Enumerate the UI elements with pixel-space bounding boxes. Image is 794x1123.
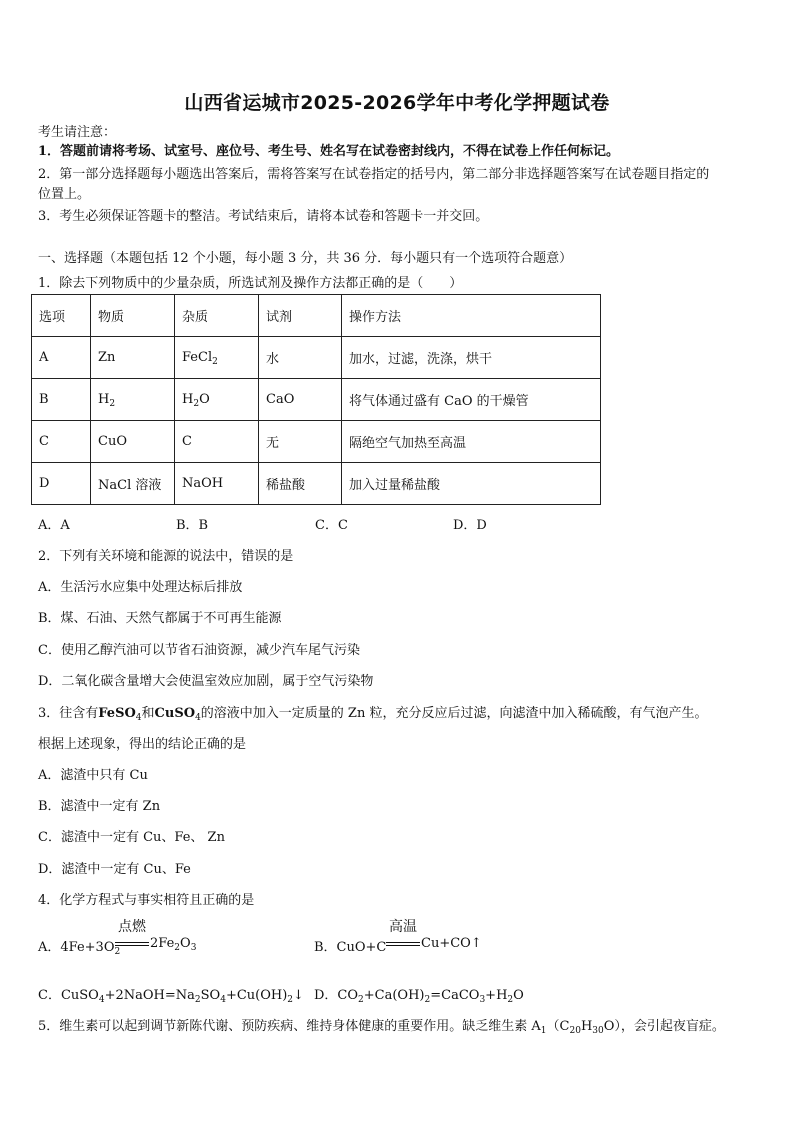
table-cell: 将气体通过盛有 CaO 的干燥管	[342, 379, 601, 421]
q3-option-c: C．滤渣中一定有 Cu、Fe、 Zn	[38, 830, 225, 845]
table-header-cell: 选项	[32, 295, 91, 337]
q1-table	[31, 294, 601, 505]
table-header-cell: 杂质	[175, 295, 259, 337]
table-cell: NaOH	[175, 463, 259, 505]
table-cell: 稀盐酸	[259, 463, 342, 505]
equation-sign-line	[115, 942, 149, 946]
q3-option-a: A．滤渣中只有 Cu	[38, 768, 148, 783]
q5-stem: 5．维生素可以起到调节新陈代谢、预防疾病、维持身体健康的重要作用。缺乏维生素 $A_1(C_{20}H_{30}O)$，会引起夜盲症。	[38, 1019, 725, 1036]
table-cell: C	[175, 421, 259, 463]
table-header-row	[32, 295, 601, 337]
page-title: 山西省运城市2025-2026学年中考化学押题试卷	[184, 92, 610, 114]
q1-option-b: B．B	[176, 518, 209, 533]
q4-option-b-right: Cu+CO↑	[421, 936, 482, 951]
table-cell: 水	[259, 337, 342, 379]
q1-option-c: C．C	[315, 518, 348, 533]
q4-option-b-condition: 高温	[389, 919, 417, 935]
q3-option-d: D．滤渣中一定有 Cu、Fe	[38, 862, 191, 877]
q4-option-a-right: $2Fe_2O_3$	[150, 936, 197, 953]
notice-heading: 考生请注意：	[38, 125, 117, 140]
table-cell: 加入过量稀盐酸	[342, 463, 601, 505]
notice-item-2: 2．第一部分选择题每小题选出答案后，需将答案写在试卷指定的括号内，第二部分非选择题答案写在试卷题目指定的	[38, 167, 710, 182]
q1-stem: 1．除去下列物质中的少量杂质，所选试剂及操作方法都正确的是（ ）	[38, 276, 463, 291]
table-cell: CuO	[91, 421, 175, 463]
equation-sign-line	[386, 942, 420, 946]
q2-option-c: C．使用乙醇汽油可以节省石油资源，减少汽车尾气污染	[38, 643, 360, 658]
q4-option-c: C．$CuSO_4+2NaOH=Na_2SO_4+Cu(OH)_2↓$	[38, 988, 304, 1005]
table-header-cell: 物质	[91, 295, 175, 337]
q4-option-d: D．$CO_2+Ca(OH)_2=CaCO_3+H_2O$	[314, 988, 524, 1005]
q4-option-a-left: A．$4Fe+3O_2$	[38, 940, 121, 957]
q1-option-d: D．D	[453, 518, 487, 533]
table-header-cell: 试剂	[259, 295, 342, 337]
q2-stem: 2．下列有关环境和能源的说法中，错误的是	[38, 549, 294, 564]
q2-option-a: A．生活污水应集中处理达标后排放	[38, 580, 243, 595]
q3-stem-cont: 根据上述现象，得出的结论正确的是	[38, 737, 247, 752]
table-cell: NaCl 溶液	[91, 463, 175, 505]
table-row	[32, 379, 601, 421]
notice-item-1: 1．答题前请将考场、试室号、座位号、考生号、姓名写在试卷密封线内，不得在试卷上作任何标记。	[38, 144, 620, 159]
table-cell: A	[32, 337, 91, 379]
table-cell: FeCl$_2$	[175, 337, 259, 379]
section-heading: 一、选择题（本题包括 12 个小题，每小题 3 分，共 36 分．每小题只有一个选项符合题意）	[38, 251, 573, 266]
q4-option-a-condition: 点燃	[118, 919, 146, 935]
table-cell: $H_2$	[91, 379, 175, 421]
table-row	[32, 463, 601, 505]
table-cell: $H_2O$	[175, 379, 259, 421]
table-cell: 加水，过滤，洗涤，烘干	[342, 337, 601, 379]
table-cell: Zn	[91, 337, 175, 379]
q4-option-b-left: B．CuO+C	[314, 940, 387, 955]
table-cell: C	[32, 421, 91, 463]
q1-option-a: A．A	[38, 518, 70, 533]
table-cell: B	[32, 379, 91, 421]
q2-option-b: B．煤、石油、天然气都属于不可再生能源	[38, 611, 282, 626]
table-cell: 隔绝空气加热至高温	[342, 421, 601, 463]
table-header-cell: 操作方法	[342, 295, 601, 337]
q4-stem: 4．化学方程式与事实相符且正确的是	[38, 893, 255, 908]
table-cell: D	[32, 463, 91, 505]
notice-item-2-cont: 位置上。	[38, 187, 91, 202]
q2-option-d: D．二氧化碳含量增大会使温室效应加剧，属于空气污染物	[38, 674, 374, 689]
table-cell: 无	[259, 421, 342, 463]
q3-option-b: B．滤渣中一定有 Zn	[38, 799, 161, 814]
q3-stem: 3．往含有FeSO$_4$和CuSO$_4$的溶液中加入一定质量的 Zn 粒，充分反应后过滤，向滤渣中加入稀硫酸，有气泡产生。	[38, 706, 708, 723]
notice-item-3: 3．考生必须保证答题卡的整洁。考试结束后，请将本试卷和答题卡一并交回。	[38, 209, 489, 224]
table-row	[32, 421, 601, 463]
table-row	[32, 337, 601, 379]
table-cell: CaO	[259, 379, 342, 421]
